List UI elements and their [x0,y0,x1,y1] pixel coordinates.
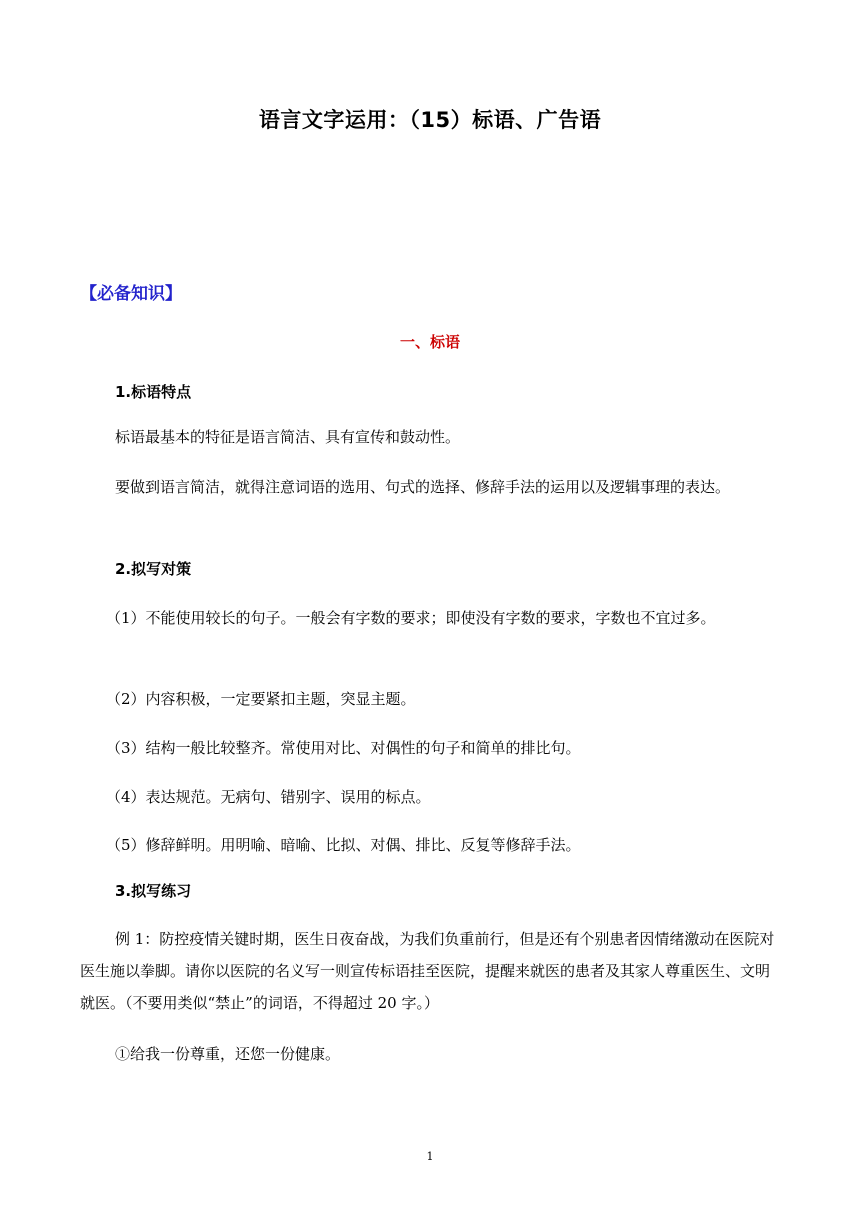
section-label: 【必备知识】 [80,284,182,304]
strategy-item: （4）表达规范。无病句、错别字、误用的标点。 [106,788,431,806]
heading-strategies: 2.拟写对策 [115,560,192,578]
heading-practice: 3.拟写练习 [115,882,192,900]
document-title: 语言文字运用：（15）标语、广告语 [258,108,602,132]
sub-heading: 一、标语 [399,333,460,351]
paragraph: 标语最基本的特征是语言简洁、具有宣传和鼓动性。 [115,428,461,446]
heading-features: 1.标语特点 [115,383,192,401]
strategy-item: （5）修辞鲜明。用明喻、暗喻、比拟、对偶、排比、反复等修辞手法。 [106,836,581,854]
strategy-item: （2）内容积极，一定要紧扣主题，突显主题。 [106,690,416,708]
answer-line: ①给我一份尊重，还您一份健康。 [115,1045,341,1063]
example-paragraph: 例 1：防控疫情关键时期，医生日夜奋战，为我们负重前行，但是还有个别患者因情绪激动在医院对医生施以拳脚。请你以医院的名义写一则宣传标语挂至医院，提醒来就医的患者及其家人尊重医生、文明就医。（不要用类似“禁止”的词语，不得超过 20 字。） [80,930,775,1012]
page-number: 1 [426,1150,434,1163]
paragraph: 要做到语言简洁，就得注意词语的选用、句式的选择、修辞手法的运用以及逻辑事理的表达。 [115,478,731,496]
strategy-item: （3）结构一般比较整齐。常使用对比、对偶性的句子和简单的排比句。 [106,739,581,757]
strategy-item: （1）不能使用较长的句子。一般会有字数的要求；即使没有字数的要求，字数也不宜过多。 [106,609,716,627]
